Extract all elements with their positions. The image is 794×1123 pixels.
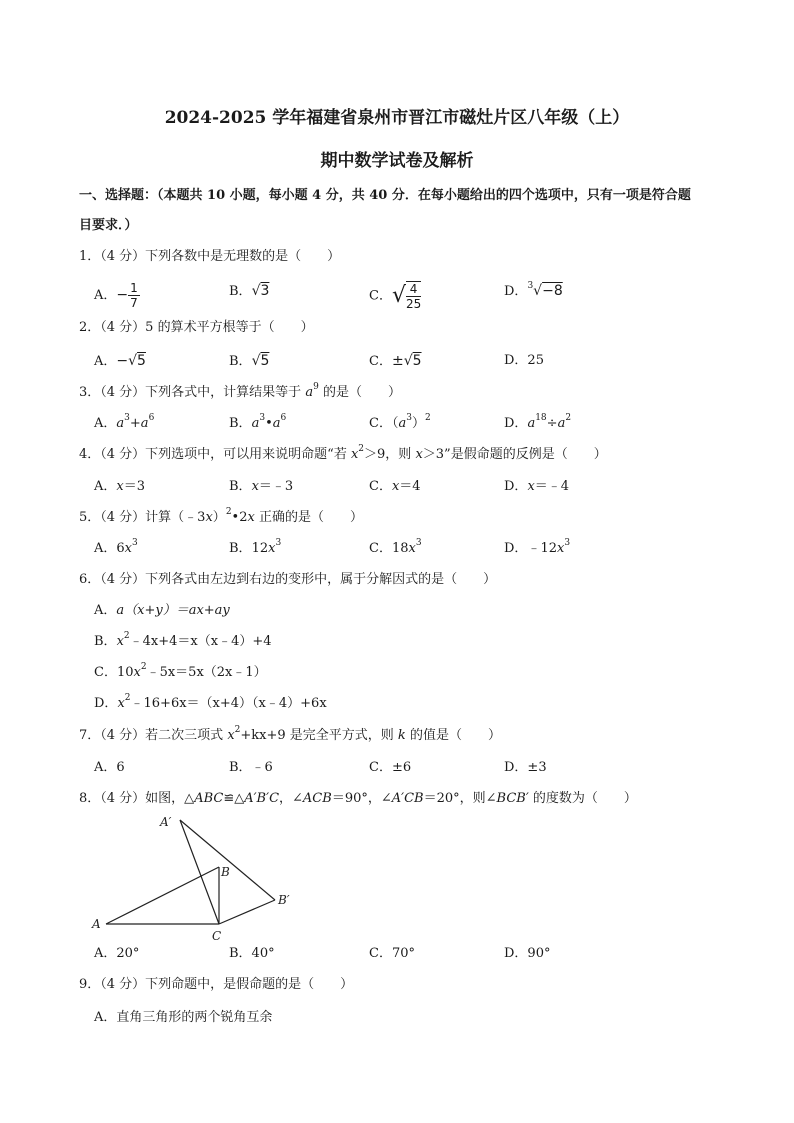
page-title: 2024-2025 学年福建省泉州市晋江市磁灶片区八年级（上）	[164, 108, 630, 128]
question-3: 3．（4 分）下列各式中，计算结果等于 $a^9$ 的是（ ）	[79, 381, 401, 400]
option-5b: B．$12x^3$	[229, 537, 282, 556]
label-c: C	[212, 929, 222, 943]
segment-aprime-bprime	[180, 820, 275, 900]
question-1: 1．（4 分）下列各数中是无理数的是（ ）	[79, 249, 341, 264]
question-5: 5．（4 分）计算（﹣3x）$^2$•2x 正确的是（ ）	[79, 506, 363, 525]
question-7-options	[94, 758, 734, 782]
option-6d: D．$x^2﹣16+6x=(x+4)(x﹣4)+6x$	[94, 692, 327, 711]
option-5a: A．$6x^3$	[94, 537, 138, 556]
segment-c-bprime	[219, 900, 275, 924]
option-8b: B．40°	[229, 946, 275, 961]
option-7b: B．﹣6	[229, 760, 273, 775]
option-2a: A．−√5	[94, 353, 146, 369]
option-2d: D．25	[504, 353, 544, 368]
segment-aprime-c	[180, 820, 219, 924]
label-b: B	[221, 865, 230, 879]
question-2-options	[94, 351, 734, 375]
option-6a: A．a（x+y）＝ax+ay	[94, 603, 230, 618]
option-7c: C．±6	[369, 760, 412, 775]
label-a-prime: A′	[160, 815, 172, 829]
question-4-options	[94, 477, 734, 501]
option-4b: B．x＝﹣3	[229, 479, 294, 494]
question-2: 2．（4 分）5 的算术平方根等于（ ）	[79, 320, 314, 335]
question-3-options	[94, 414, 734, 438]
section-heading: 一、选择题：（本题共 10 小题，每小题 4 分，共 40 分．在每小题给出的四个选项中，只有一项是符合题 目要求．）	[79, 188, 691, 233]
question-4: 4．（4 分）下列选项中，可以用来说明命题“若 $x^2>9$，则 x＞3”是假命题的反例是（ ）	[79, 443, 607, 462]
question-8: 8．（4 分）如图，△ABC≌△A′B′C，∠ACB＝90°，∠A′CB＝20°，则∠BCB′ 的度数为（ ）	[79, 791, 637, 806]
option-1c: C．√ $\frac{4}{25}$	[369, 282, 422, 311]
option-7d: D．±3	[504, 760, 547, 775]
option-2c: C．±√5	[369, 353, 422, 369]
option-6b: B．$x^2﹣4x+4=x(x﹣4)+4$	[94, 630, 272, 649]
option-1b: B．√3	[229, 283, 270, 299]
label-a: A	[92, 917, 101, 931]
question-9: 9．（4 分）下列命题中，是假命题的是（ ）	[79, 977, 354, 992]
question-6: 6．（4 分）下列各式由左边到右边的变形中，属于分解因式的是（ ）	[79, 572, 497, 587]
question-1-options	[94, 280, 734, 311]
option-8c: C．70°	[369, 946, 415, 961]
option-3a: A．$a^3+a^6$	[94, 412, 155, 431]
option-7a: A．6	[94, 760, 125, 775]
option-8d: D．90°	[504, 946, 551, 961]
option-3c: C．$(a^3)^2$	[369, 412, 431, 431]
option-1d: D．$^3$√−8	[504, 280, 563, 299]
label-b-prime: B′	[278, 893, 290, 907]
option-4c: C．x＝4	[369, 479, 421, 494]
segment-a-b	[106, 867, 219, 924]
triangle-figure	[88, 812, 298, 946]
option-8a: A．20°	[94, 946, 140, 961]
option-9a: A．直角三角形的两个锐角互余	[94, 1010, 273, 1025]
option-5c: C．$18x^3$	[369, 537, 422, 556]
question-7: 7．（4 分）若二次三项式 $x^2+kx+9$ 是完全平方式，则 k 的值是（ ）	[79, 724, 501, 743]
option-4d: D．x＝﹣4	[504, 479, 570, 494]
option-3b: B．$a^3•a^6$	[229, 412, 287, 431]
question-8-options	[94, 944, 734, 968]
question-5-options	[94, 539, 734, 563]
option-6c: C．$10x^2﹣5x=5x(2x﹣1)$	[94, 661, 267, 680]
option-5d: D．$﹣12x^3$	[504, 537, 571, 556]
option-2b: B．√5	[229, 353, 270, 369]
page-subtitle: 期中数学试卷及解析	[320, 151, 474, 171]
option-3d: D．$a^{18}\div a^2$	[504, 412, 572, 431]
option-4a: A．x＝3	[94, 479, 146, 494]
option-1a: A．− $\frac{1}{7}$	[94, 281, 138, 310]
